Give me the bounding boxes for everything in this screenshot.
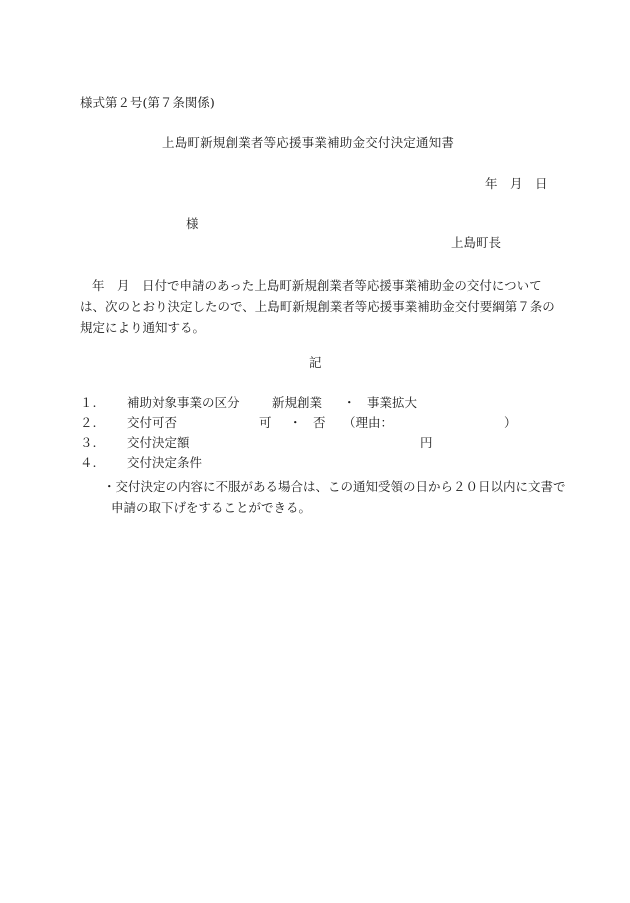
addressee-suffix: 様 — [186, 216, 199, 231]
reason-close: ） — [504, 415, 517, 430]
item-number: ２. — [80, 415, 97, 430]
option-new-business: 新規創業 — [272, 395, 323, 410]
issuer-name: 上島町長 — [451, 235, 502, 250]
yen-unit: 円 — [420, 435, 433, 450]
option-separator: ・ — [343, 395, 356, 410]
option-separator: ・ — [289, 415, 302, 430]
option-business-expansion: 事業拡大 — [367, 395, 418, 410]
form-number-label: 様式第２号(第７条関係) — [80, 95, 215, 110]
date-line: 年 月 日 — [485, 176, 548, 191]
item-label: 交付決定条件 — [127, 455, 203, 470]
item-label: 交付決定額 — [127, 435, 190, 450]
record-mark: 記 — [309, 355, 322, 370]
item-number: １. — [80, 395, 97, 410]
reason-open: （理由： — [343, 415, 394, 430]
document-title: 上島町新規創業者等応援事業補助金交付決定通知書 — [162, 135, 455, 150]
item-number: ３. — [80, 435, 97, 450]
option-approve: 可 — [259, 415, 272, 430]
item-label: 補助対象事業の区分 — [127, 395, 240, 410]
condition-text: ・交付決定の内容に不服がある場合は、この通知受領の日から２０日以内に文書で申請の取下げをすることができる。 — [103, 479, 566, 515]
option-deny: 否 — [313, 415, 326, 430]
item-number: ４. — [80, 455, 97, 470]
body-paragraph: 年 月 日付で申請のあった上島町新規創業者等応援事業補助金の交付については、次のとおり決定したので、上島町新規創業者等応援事業補助金交付要綱第７条の規定により通知する。 — [80, 278, 555, 335]
item-label: 交付可否 — [127, 415, 178, 430]
